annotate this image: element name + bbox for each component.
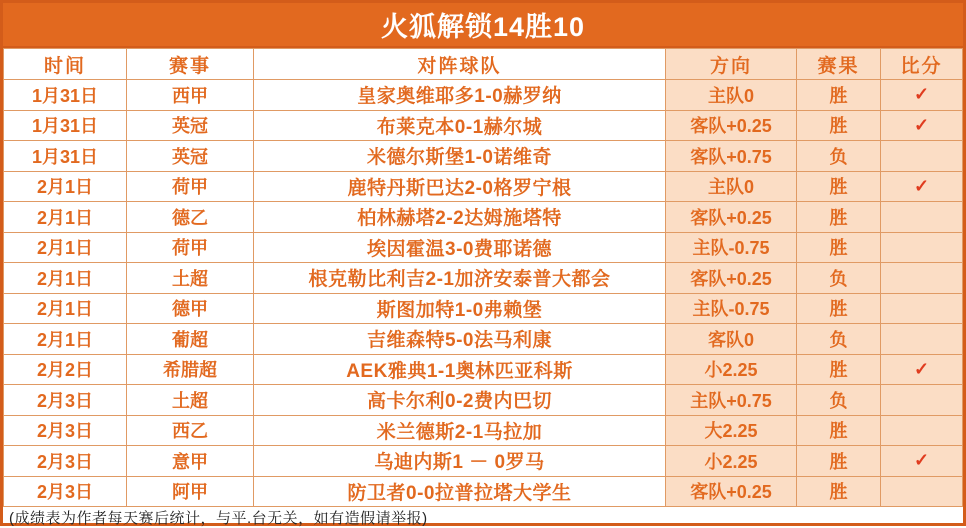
cell-result: 负 (797, 385, 881, 416)
cell-match: 乌迪内斯1 － 0罗马 (254, 446, 666, 477)
cell-time: 2月2日 (4, 354, 127, 385)
cell-league: 土超 (127, 385, 254, 416)
cell-match: 埃因霍温3-0费耶诺德 (254, 232, 666, 263)
cell-score: ✓ (881, 171, 963, 202)
cell-time: 2月1日 (4, 263, 127, 294)
cell-time: 1月31日 (4, 141, 127, 172)
cell-direction: 客队+0.25 (666, 110, 797, 141)
cell-direction: 大2.25 (666, 415, 797, 446)
cell-match: 柏林赫塔2-2达姆施塔特 (254, 202, 666, 233)
table-header (4, 49, 963, 80)
cell-league: 荷甲 (127, 232, 254, 263)
cell-time: 2月1日 (4, 293, 127, 324)
cell-time: 2月1日 (4, 202, 127, 233)
cell-direction: 客队+0.25 (666, 202, 797, 233)
cell-match: 米德尔斯堡1-0诺维奇 (254, 141, 666, 172)
cell-result: 负 (797, 141, 881, 172)
cell-match: 高卡尔利0-2费内巴切 (254, 385, 666, 416)
cell-score: ✓ (881, 110, 963, 141)
cell-time: 2月3日 (4, 446, 127, 477)
results-table (3, 48, 963, 507)
cell-direction: 小2.25 (666, 354, 797, 385)
cell-league: 西乙 (127, 415, 254, 446)
table-row (4, 232, 963, 263)
cell-time: 1月31日 (4, 110, 127, 141)
cell-result: 胜 (797, 415, 881, 446)
cell-match: 防卫者0-0拉普拉塔大学生 (254, 476, 666, 507)
cell-score (881, 202, 963, 233)
cell-league: 西甲 (127, 80, 254, 111)
cell-match: 吉维森特5-0法马利康 (254, 324, 666, 355)
column-header-direction: 方向 (666, 49, 797, 80)
cell-result: 负 (797, 324, 881, 355)
cell-direction: 小2.25 (666, 446, 797, 477)
cell-direction: 客队+0.75 (666, 141, 797, 172)
cell-match: 鹿特丹斯巴达2-0格罗宁根 (254, 171, 666, 202)
cell-result: 胜 (797, 476, 881, 507)
cell-result: 胜 (797, 202, 881, 233)
cell-score (881, 324, 963, 355)
cell-result: 胜 (797, 293, 881, 324)
cell-result: 胜 (797, 232, 881, 263)
cell-league: 葡超 (127, 324, 254, 355)
cell-league: 英冠 (127, 141, 254, 172)
cell-result: 胜 (797, 110, 881, 141)
cell-result: 负 (797, 263, 881, 294)
cell-league: 德乙 (127, 202, 254, 233)
cell-time: 2月3日 (4, 476, 127, 507)
table-row (4, 293, 963, 324)
cell-score (881, 476, 963, 507)
cell-score: ✓ (881, 446, 963, 477)
cell-score (881, 293, 963, 324)
cell-score (881, 263, 963, 294)
column-header-match: 对阵球队 (254, 49, 666, 80)
column-header-time: 时间 (4, 49, 127, 80)
table-row (4, 324, 963, 355)
cell-time: 2月1日 (4, 324, 127, 355)
table-row (4, 385, 963, 416)
cell-match: 斯图加特1-0弗赖堡 (254, 293, 666, 324)
column-header-league: 赛事 (127, 49, 254, 80)
cell-direction: 主队-0.75 (666, 232, 797, 263)
cell-score (881, 232, 963, 263)
cell-time: 2月3日 (4, 415, 127, 446)
cell-time: 1月31日 (4, 80, 127, 111)
cell-score (881, 415, 963, 446)
cell-score: ✓ (881, 80, 963, 111)
cell-time: 2月3日 (4, 385, 127, 416)
cell-time: 2月1日 (4, 171, 127, 202)
cell-result: 胜 (797, 446, 881, 477)
table-row (4, 171, 963, 202)
table-row (4, 354, 963, 385)
table-row (4, 263, 963, 294)
cell-league: 荷甲 (127, 171, 254, 202)
column-header-score: 比分 (881, 49, 963, 80)
cell-league: 德甲 (127, 293, 254, 324)
cell-match: 布莱克本0-1赫尔城 (254, 110, 666, 141)
cell-league: 意甲 (127, 446, 254, 477)
cell-direction: 客队+0.25 (666, 476, 797, 507)
cell-match: 皇家奥维耶多1-0赫罗纳 (254, 80, 666, 111)
cell-score (881, 385, 963, 416)
table-row (4, 415, 963, 446)
table-row (4, 202, 963, 233)
cell-match: 根克勒比利吉2-1加济安泰普大都会 (254, 263, 666, 294)
cell-direction: 主队-0.75 (666, 293, 797, 324)
table-row (4, 80, 963, 111)
cell-league: 希腊超 (127, 354, 254, 385)
cell-direction: 客队+0.25 (666, 263, 797, 294)
cell-direction: 主队+0.75 (666, 385, 797, 416)
cell-direction: 客队0 (666, 324, 797, 355)
cell-league: 阿甲 (127, 476, 254, 507)
footnote: (成绩表为作者每天赛后统计，与平.台无关，如有造假请举报) (9, 510, 428, 527)
cell-match: AEK雅典1-1奥林匹亚科斯 (254, 354, 666, 385)
cell-league: 英冠 (127, 110, 254, 141)
cell-league: 土超 (127, 263, 254, 294)
cell-direction: 主队0 (666, 80, 797, 111)
table-row (4, 141, 963, 172)
cell-score (881, 141, 963, 172)
cell-direction: 主队0 (666, 171, 797, 202)
table-row (4, 476, 963, 507)
table-row (4, 110, 963, 141)
cell-result: 胜 (797, 354, 881, 385)
cell-time: 2月1日 (4, 232, 127, 263)
table-row (4, 446, 963, 477)
column-header-result: 赛果 (797, 49, 881, 80)
cell-result: 胜 (797, 80, 881, 111)
cell-match: 米兰德斯2-1马拉加 (254, 415, 666, 446)
page-title: 火狐解锁14胜10 (3, 3, 963, 48)
table-body (4, 80, 963, 507)
cell-result: 胜 (797, 171, 881, 202)
cell-score: ✓ (881, 354, 963, 385)
table-header-row (4, 49, 963, 80)
